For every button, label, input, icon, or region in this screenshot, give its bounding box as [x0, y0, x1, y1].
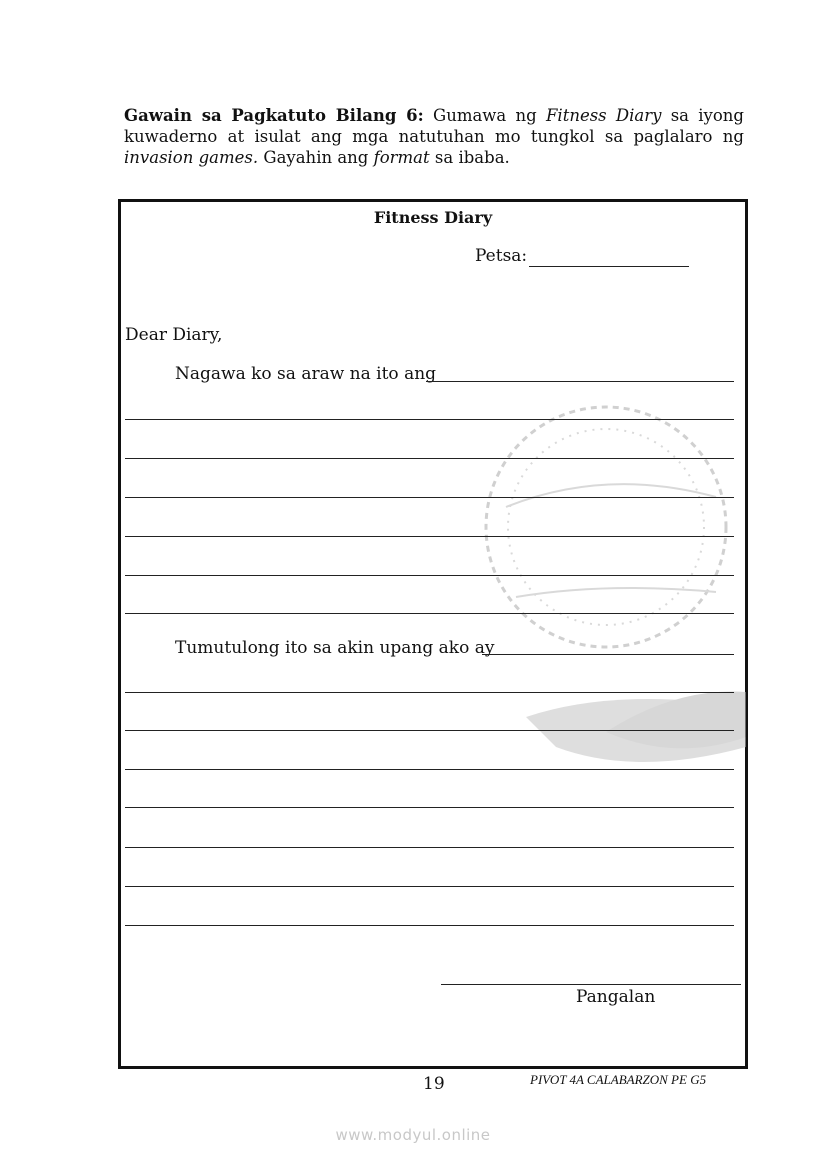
answer-line	[125, 769, 734, 770]
answer-line	[125, 886, 734, 887]
diary-title: Fitness Diary	[373, 208, 493, 227]
instr-text-2: sa iyong kuwaderno at isulat ang mga natutuhan mo tungkol sa paglalaro ng	[124, 106, 744, 146]
prompt-did-today: Nagawa ko sa araw na ito ang	[175, 364, 437, 384]
answer-line	[125, 575, 734, 576]
date-line	[529, 266, 689, 267]
instr-text-1: Gumawa ng	[423, 106, 546, 125]
answer-line	[482, 654, 734, 655]
answer-line	[426, 381, 734, 382]
diary-form-box	[118, 199, 748, 1069]
activity-heading: Gawain sa Pagkatuto Bilang 6:	[124, 106, 424, 125]
answer-line	[125, 419, 734, 420]
signature-line	[441, 984, 741, 985]
answer-line	[125, 925, 734, 926]
signature-label: Pangalan	[576, 987, 656, 1007]
instr-italic-1: Fitness Diary	[545, 106, 662, 125]
greeting: Dear Diary,	[125, 325, 223, 345]
instr-italic-3: format	[373, 148, 430, 167]
answer-line	[125, 497, 734, 498]
answer-line	[125, 613, 734, 614]
date-label: Petsa:	[475, 246, 528, 266]
instructions-paragraph	[124, 105, 744, 168]
seal-watermark-icon	[466, 387, 746, 767]
answer-line	[125, 807, 734, 808]
answer-line	[125, 458, 734, 459]
answer-line	[125, 730, 734, 731]
website-watermark: www.modyul.online	[335, 1126, 491, 1144]
answer-line	[125, 692, 734, 693]
instr-text-3: Gayahin ang	[258, 148, 374, 167]
page-number: 19	[423, 1074, 445, 1094]
series-footer: PIVOT 4A CALABARZON PE G5	[530, 1072, 707, 1087]
answer-line	[125, 847, 734, 848]
answer-line	[125, 536, 734, 537]
prompt-helps-me: Tumutulong ito sa akin upang ako ay	[175, 638, 495, 658]
instr-italic-2: invasion games.	[124, 148, 259, 167]
instr-text-4: sa ibaba.	[429, 148, 510, 167]
